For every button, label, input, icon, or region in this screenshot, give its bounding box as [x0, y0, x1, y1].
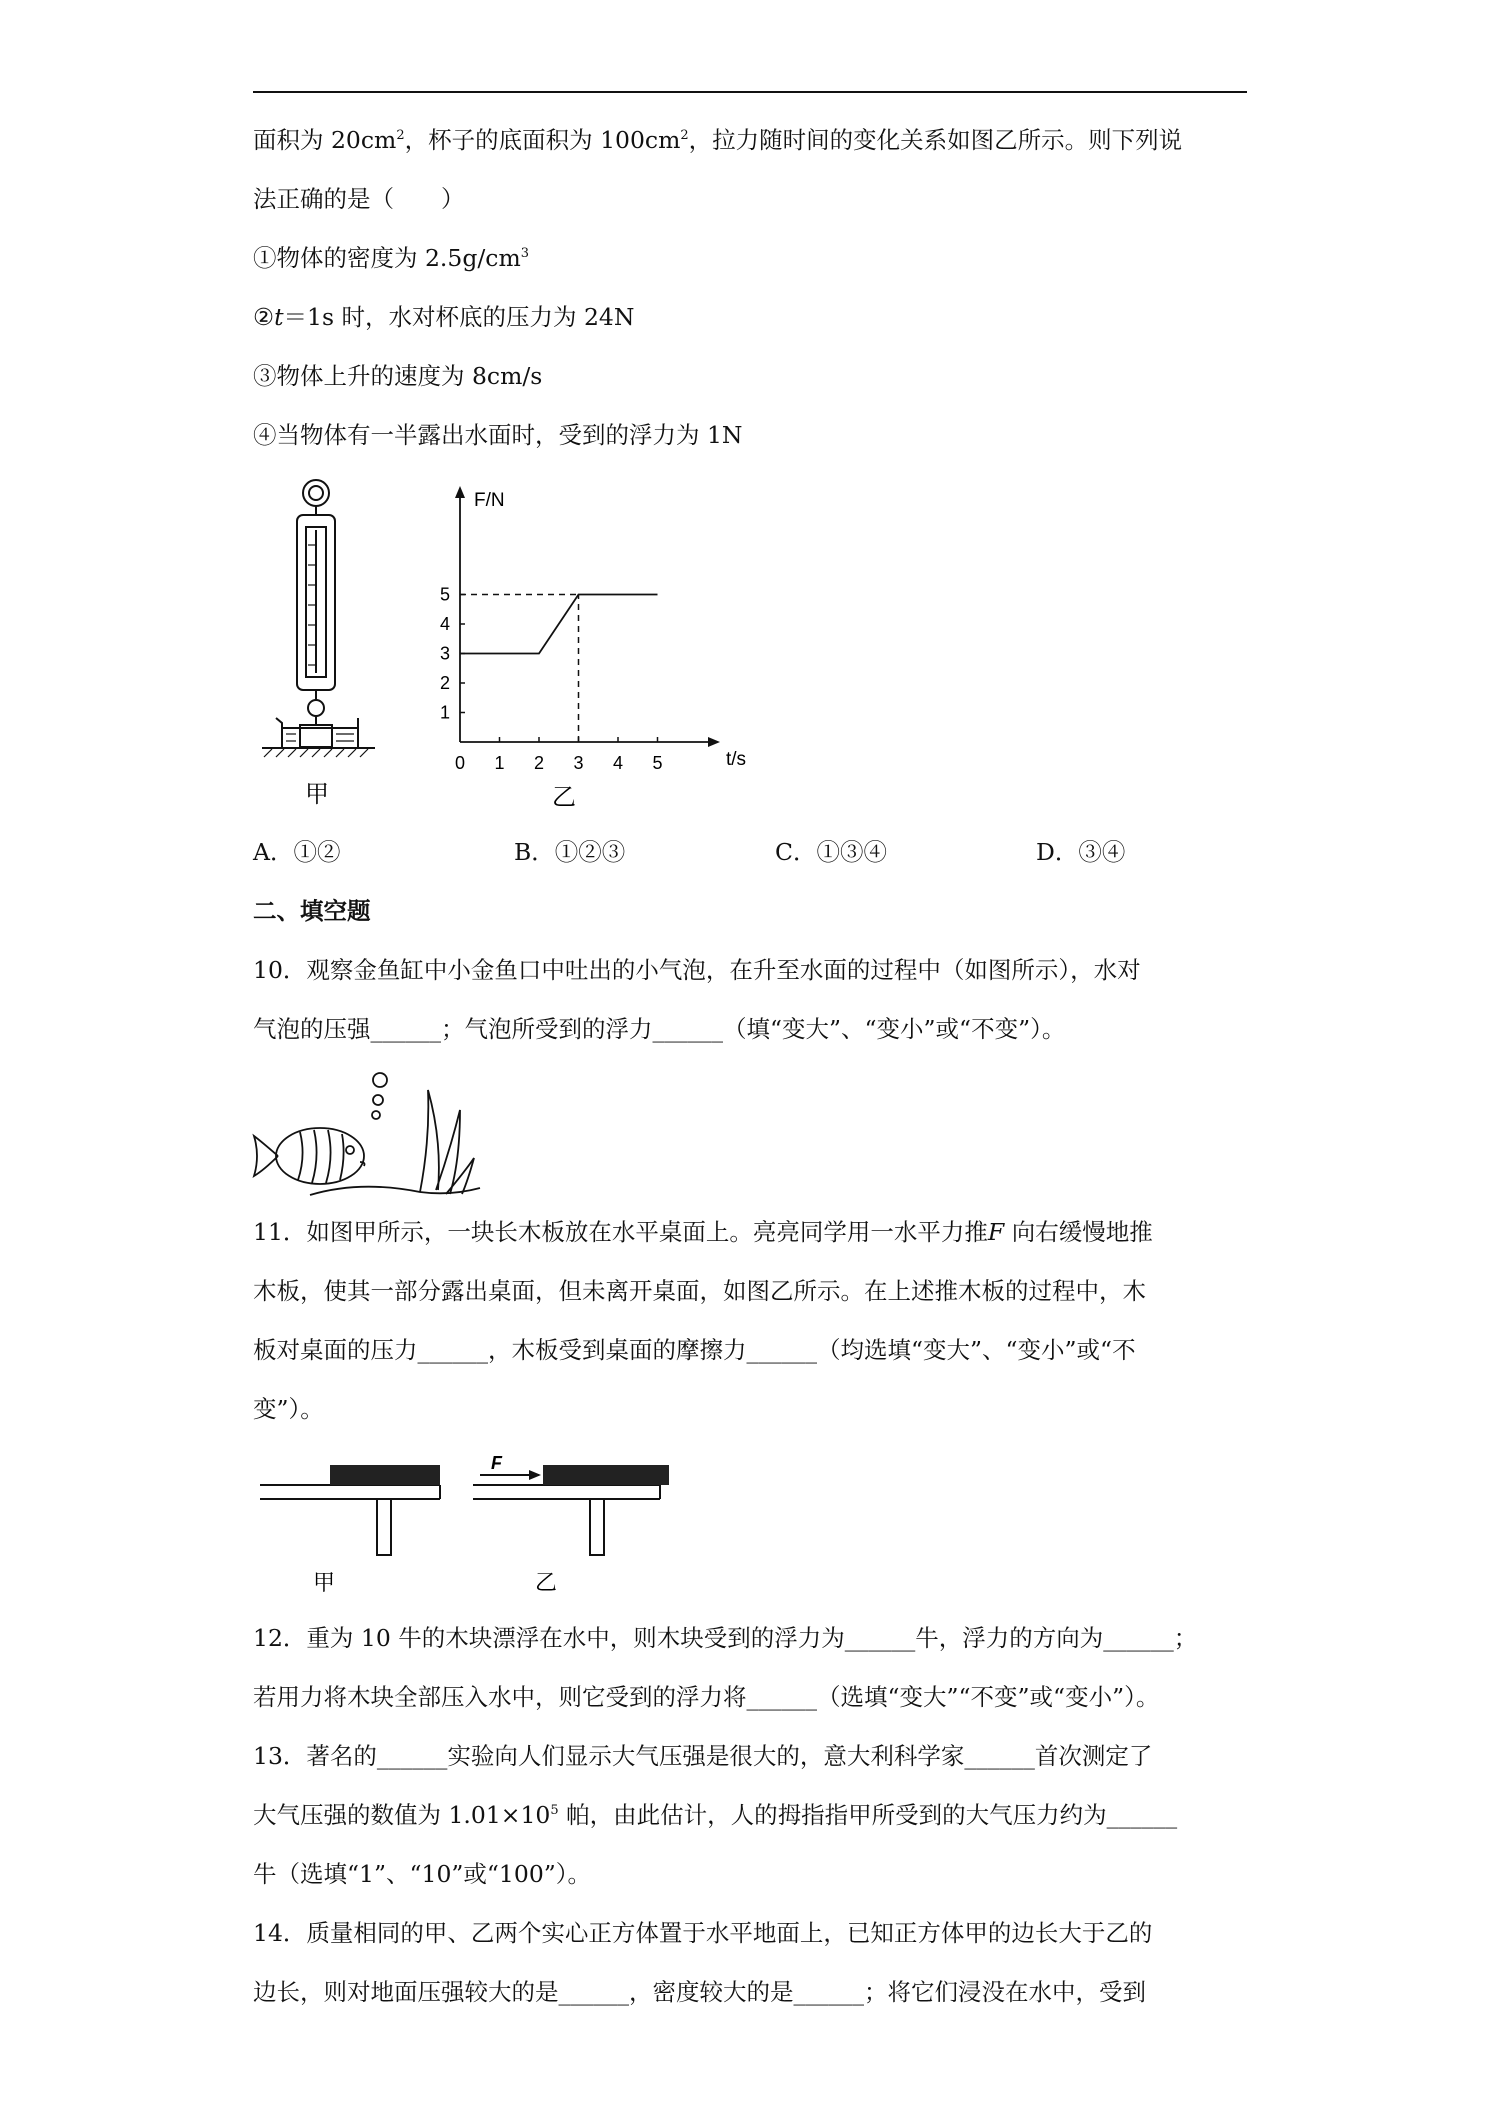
- x-tick-label: 5: [652, 753, 663, 773]
- q9-statement-3: ③物体上升的速度为 8cm/s: [253, 362, 543, 390]
- figure-yi-label-2: 乙: [535, 1570, 558, 1595]
- x-axis-label: t/s: [726, 749, 747, 770]
- q9-intro-line1: 面积为 $20cm^2$，杯子的底面积为 $100cm^2$，拉力随时间的变化关系如图乙所示。则下列说: [253, 126, 1183, 154]
- q9-statement-1: ①物体的密度为 $2.5g/cm^3$: [253, 244, 530, 272]
- q11-line4: 变”）。: [253, 1395, 324, 1423]
- y-tick-label: 4: [440, 614, 451, 634]
- q11-line3: 板对桌面的压力______，木板受到桌面的摩擦力______（均选填“变大”、“变小”或“不: [253, 1336, 1136, 1364]
- force-f-label: F: [491, 1455, 502, 1473]
- x-tick-label: 2: [534, 753, 545, 773]
- y-axis-label: F/N: [474, 490, 505, 511]
- q13-line2: 大气压强的数值为 $1.01\times 10^5$ 帕，由此估计，人的拇指指甲所受到的大气压力约为______: [253, 1801, 1178, 1829]
- option-a[interactable]: A．①②: [253, 838, 341, 866]
- x-axis-arrow: [708, 737, 720, 747]
- figure-jia-label: 甲: [305, 781, 329, 808]
- figure-spring-scale: [250, 475, 400, 815]
- q10-line2: 气泡的压强______；气泡所受到的浮力______（填“变大”、“变小”或“不变”）。: [253, 1015, 1066, 1043]
- q9-statement-4: ④当物体有一半露出水面时，受到的浮力为 1N: [253, 421, 743, 449]
- header-rule: [253, 91, 1247, 93]
- figure-fish-bubbles: [250, 1070, 500, 1200]
- x-tick-label: 4: [613, 753, 624, 773]
- y-tick-label: 5: [440, 584, 451, 605]
- x-tick-label: 0: [455, 753, 466, 773]
- q9-statement-2: ②t＝1s 时，水对杯底的压力为 24N: [253, 303, 635, 331]
- force-time-chart: [430, 480, 770, 815]
- y-tick-label: 3: [440, 643, 451, 664]
- y-axis-arrow: [455, 486, 465, 498]
- x-tick-label: 3: [573, 753, 584, 773]
- q14-line2: 边长，则对地面压强较大的是______，密度较大的是______；将它们浸没在水中，受到: [253, 1978, 1146, 2006]
- figure-yi-label: 乙: [552, 784, 576, 811]
- q14-line1: 14．质量相同的甲、乙两个实心正方体置于水平地面上，已知正方体甲的边长大于乙的: [253, 1919, 1153, 1947]
- option-b[interactable]: B．①②③: [514, 838, 626, 866]
- q13-line3: 牛（选填“1”、“10”或“100”）。: [253, 1860, 592, 1888]
- option-c[interactable]: C．①③④: [775, 838, 887, 866]
- figure-jia-label-2: 甲: [313, 1570, 336, 1595]
- force-series-line: [460, 595, 658, 654]
- y-tick-label: 2: [440, 673, 451, 693]
- q9-intro-line2: 法正确的是（ ）: [253, 185, 465, 213]
- option-d[interactable]: D．③④: [1036, 838, 1126, 866]
- q12-line2: 若用力将木块全部压入水中，则它受到的浮力将______（选填“变大”“不变”或“变小”）。: [253, 1683, 1160, 1711]
- figure-board-table: [255, 1455, 675, 1605]
- q11-line1: 11．如图甲所示，一块长木板放在水平桌面上。亮亮同学用一水平力推F 向右缓慢地推: [253, 1218, 1153, 1246]
- x-tick-label: 1: [494, 753, 505, 773]
- y-tick-label: 1: [440, 702, 451, 723]
- q13-line1: 13．著名的______实验向人们显示大气压强是很大的，意大利科学家______首次测定了: [253, 1742, 1153, 1770]
- q11-line2: 木板，使其一部分露出桌面，但未离开桌面，如图乙所示。在上述推木板的过程中，木: [253, 1277, 1146, 1305]
- q10-line1: 10．观察金鱼缸中小金鱼口中吐出的小气泡，在升至水面的过程中（如图所示），水对: [253, 956, 1141, 984]
- q12-line1: 12．重为 10 牛的木块漂浮在水中，则木块受到的浮力为______牛，浮力的方向为______；: [253, 1624, 1198, 1652]
- section-heading: 二、填空题: [253, 897, 371, 925]
